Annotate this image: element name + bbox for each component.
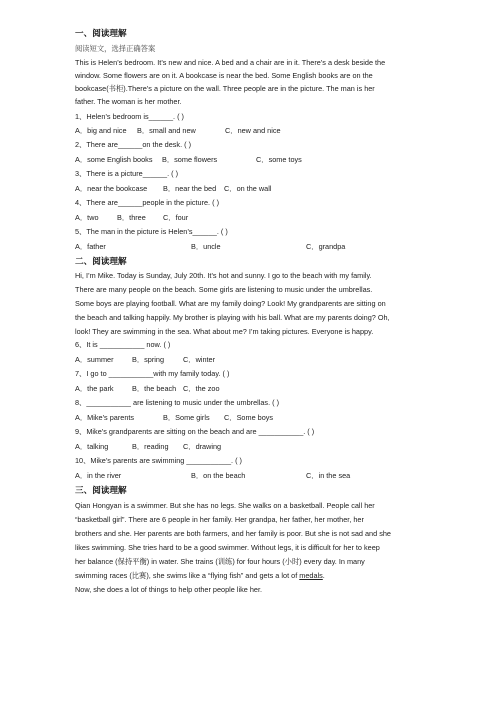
passage-line: Some boys are playing football. What are my family doing? Look! My grandparents are sitting on (75, 299, 386, 308)
option-a: A．talking (75, 442, 109, 451)
passage-line: bookcase(书柜).There’s a picture on the wall. Three people are in the picture. The man is her (75, 84, 375, 93)
option-c: C．Some boys (224, 413, 274, 422)
option-c: C．four (163, 213, 189, 222)
option-c: C．winter (183, 355, 216, 364)
section1-instruction: 阅读短文，选择正确答案 (75, 44, 156, 53)
option-c: C．in the sea (306, 471, 351, 480)
passage-line: brothers and she. Her parents are both farmers, and her family is poor. But she is not sad and she (75, 529, 391, 538)
section2-title: 二、阅读理解 (75, 257, 127, 267)
passage-line: window. Some flowers are on it. A bookcase is near the bed. Some English books are on the (75, 71, 373, 80)
option-c: C．new and nice (225, 126, 281, 135)
passage-text: swimming races (比赛), she swims like a “flying fish” and gets a lot of (75, 571, 300, 580)
question-1: 1、Helen’s bedroom is______. ( ) (75, 112, 184, 121)
option-c: C．some toys (256, 155, 302, 164)
option-a: A．near the bookcase (75, 184, 148, 193)
option-c: C．grandpa (306, 242, 346, 251)
option-b: B．spring (132, 355, 165, 364)
option-a: A．big and nice (75, 126, 127, 135)
option-b: B．the beach (132, 384, 177, 393)
option-b: B．some flowers (162, 155, 218, 164)
option-c: C．the zoo (183, 384, 220, 393)
passage-line: likes swimming. She tries hard to be a good swimmer. Without legs, it is difficult for her to keep (75, 543, 380, 552)
passage-line: Now, she does a lot of things to help other people like her. (75, 585, 263, 594)
passage-line: the beach and talking happily. My brother is playing with his ball. What are my parents doing? Oh, (75, 313, 390, 322)
option-b: B．on the beach (191, 471, 246, 480)
option-b: B．small and new (137, 126, 196, 135)
question-3: 3、There is a picture______. ( ) (75, 169, 179, 178)
option-a: A．father (75, 242, 106, 251)
passage-line: Qian Hongyan is a swimmer. But she has no legs. She walks on a basketball. People call her (75, 501, 375, 510)
question-7: 7、I go to ___________with my family today. ( ) (75, 369, 230, 378)
passage-line: Hi, I’m Mike. Today is Sunday, July 20th. It’s hot and sunny. I go to the beach with my family. (75, 271, 372, 280)
passage-line: father. The woman is her mother. (75, 97, 182, 106)
option-b: B．uncle (191, 242, 221, 251)
option-a: A．some English books (75, 155, 153, 164)
passage-line: “basketball girl”. There are 6 people in her family. Her grandpa, her father, her mother, her (75, 515, 364, 524)
option-a: A．in the river (75, 471, 122, 480)
question-2: 2、There are______on the desk. ( ) (75, 140, 192, 149)
option-b: B．reading (132, 442, 169, 451)
question-6: 6、It is ___________ now. ( ) (75, 340, 171, 349)
option-b: B．Some girls (163, 413, 210, 422)
option-b: B．three (117, 213, 146, 222)
option-a: A．Mike’s parents (75, 413, 135, 422)
underlined-word: medals (299, 571, 323, 580)
section3-title: 三、阅读理解 (75, 486, 127, 496)
passage-line: look! They are swimming in the sea. What about me? I’m taking pictures. Everyone is happy. (75, 327, 374, 336)
question-8: 8、___________ are listening to music under the umbrellas. ( ) (75, 398, 280, 407)
option-a: A．two (75, 213, 99, 222)
passage-line: There are many people on the beach. Some girls are listening to music under the umbrellas. (75, 285, 373, 294)
passage-line: This is Helen’s bedroom. It’s new and nice. A bed and a chair are in it. There’s a desk beside the (75, 58, 386, 67)
option-c: C．drawing (183, 442, 222, 451)
period: . (322, 571, 325, 580)
question-5: 5、The man in the picture is Helen’s______. ( ) (75, 227, 228, 236)
option-c: C．on the wall (224, 184, 272, 193)
question-9: 9、Mike’s grandparents are sitting on the beach and are ___________. ( ) (75, 427, 315, 436)
question-4: 4、There are______people in the picture. ( ) (75, 198, 219, 207)
option-b: B．near the bed (163, 184, 217, 193)
option-a: A．summer (75, 355, 114, 364)
question-10: 10、Mike’s parents are swimming ___________. ( ) (75, 456, 242, 465)
option-a: A．the park (75, 384, 114, 393)
section1-title: 一、阅读理解 (75, 29, 127, 39)
passage-line (75, 571, 325, 581)
passage-line: her balance (保持平衡) in water. She trains (训练) for four hours (小时) every day. In many (75, 557, 365, 566)
